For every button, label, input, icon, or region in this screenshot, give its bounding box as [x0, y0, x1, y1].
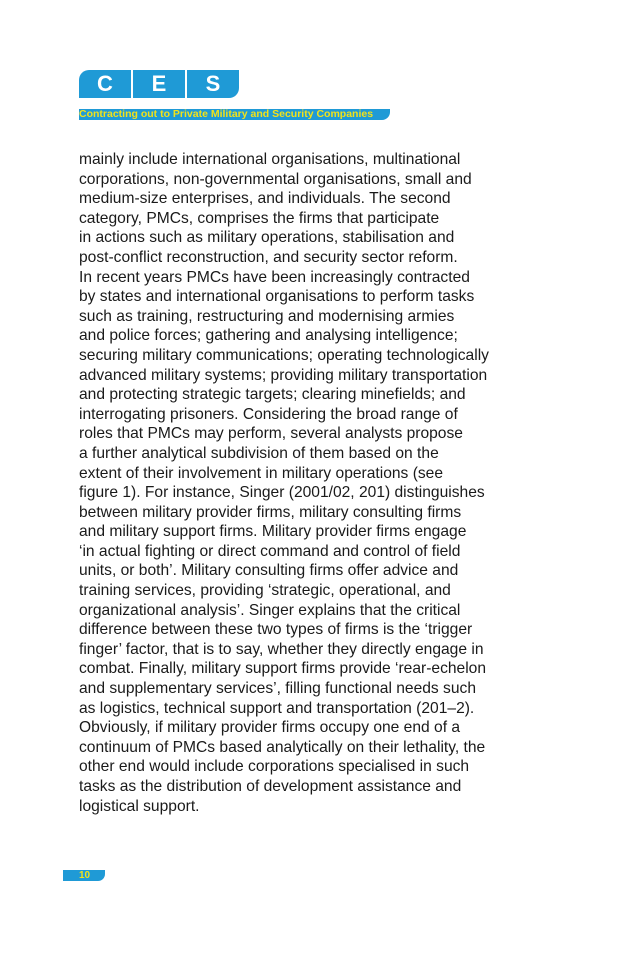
ces-logo — [79, 70, 239, 98]
logo-letter-c: C — [79, 70, 131, 98]
body-paragraph: mainly include international organisations, multinational corporations, non-governmental organisations, small and medium-size enterprises, and individuals. The second category, PMCs, comprises the firms that participate in actions such as military operations, stabilisation and post-conflict reconstruction, and security sector reform. In recent years PMCs have been increasingly contracted by states and international organisations to perform tasks such as training, restructuring and modernising armies and police forces; gathering and analysing intelligence; securing military communications; operating technologically advanced military systems; providing military transportation and protecting strategic targets; clearing minefields; and interrogating prisoners. Considering the broad range of roles that PMCs may perform, several analysts propose a further analytical subdivision of them based on the extent of their involvement in military operations (see figure 1). For instance, Singer (2001/02, 201) distinguishes between military provider firms, military consulting firms and military support firms. Military provider firms engage ‘in actual fighting or direct command and control of field units, or both’. Military consulting firms offer advice and training services, providing ‘strategic, operational, and organizational analysis’. Singer explains that the critical difference between these two types of firms is the ‘trigger finger’ factor, that is to say, whether they directly engage in combat. Finally, military support firms provide ‘rear-echelon and supplementary services’, filling functional needs such as logistics, technical support and transportation (201–2). Obviously, if military provider firms occupy one end of a continuum of PMCs based analytically on their lethality, the other end would include corporations specialised in such tasks as the distribution of development assistance and logistical support. — [79, 151, 489, 815]
running-title: Contracting out to Private Military and Security Companies — [79, 108, 374, 120]
page-number: 10 — [79, 870, 91, 881]
running-header-bar — [79, 109, 390, 120]
logo-letter-e: E — [133, 70, 185, 98]
page-number-bar — [63, 870, 105, 881]
logo-letter-s: S — [187, 70, 239, 98]
